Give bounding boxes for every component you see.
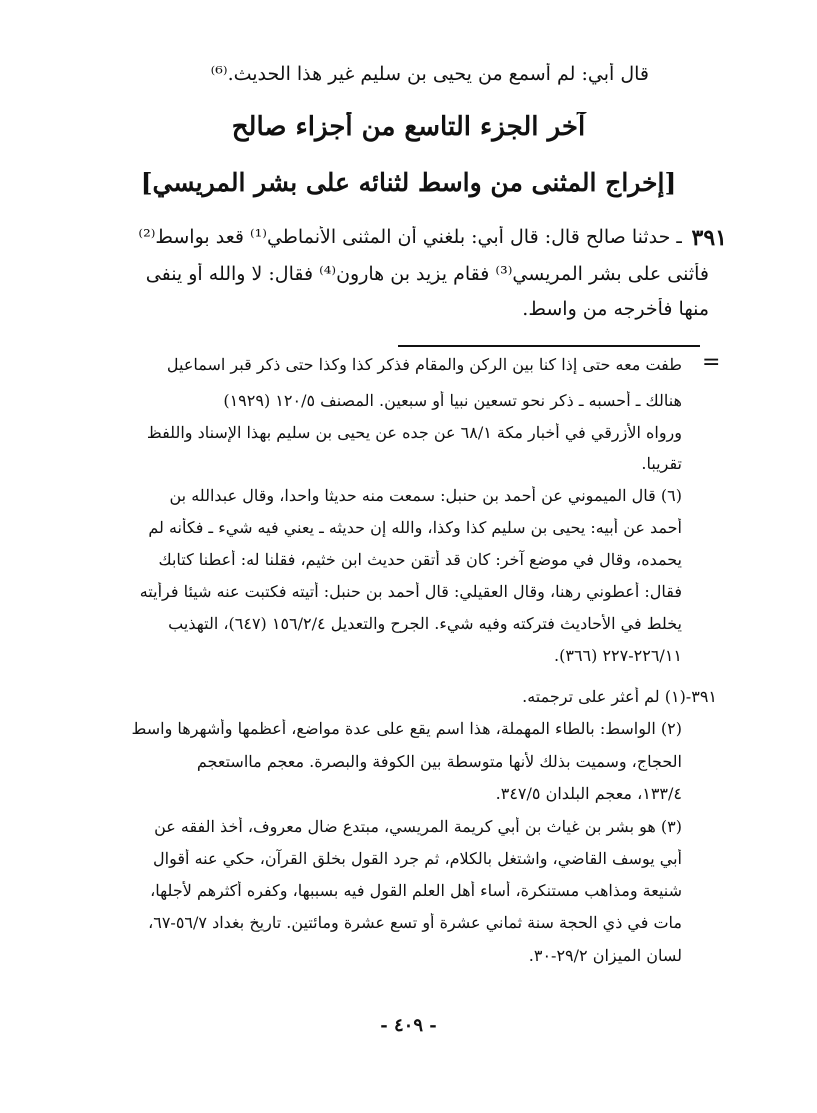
section-heading: آخر الجزء التاسع من أجزاء صالح [231, 112, 586, 142]
page-number: - ٤٠٩ - [380, 1015, 437, 1036]
continuation-marker: = [702, 350, 721, 375]
hadith-text-line: فأثنى على بشر المريسي⁽³⁾ فقام يزيد بن هارون⁽⁴⁾ فقال: لا والله أو ينفى [145, 263, 709, 285]
footnote-line: (٢) الواسط: بالطاء المهملة، هذا اسم يقع على عدة مواضع، أعظمها وأشهرها واسط [131, 719, 682, 738]
footnote-line: هنالك ـ أحسبه ـ ذكر نحو تسعين نبيا أو سبعين. المصنف ١٢٠/٥ (١٩٢٩) [223, 391, 682, 410]
footnote-line: فقال: أعطوني رهنا، وقال العقيلي: قال أحمد بن حنبل: أتيته فكتبت عنه شيئا فرأيته [139, 582, 682, 601]
footnote-line: شنيعة ومذاهب مستنكرة، أساء أهل العلم القول فيه بسببها، وكفره أكثرهم لأجلها، [150, 881, 682, 900]
footnote-line: يحمده، وقال في موضع آخر: كان قد أتقن حديث ابن خثيم، فقلنا له: أعطنا كتابك [158, 550, 682, 569]
footnote-line: لسان الميزان ٢٩/٢-٣٠. [528, 946, 682, 965]
footnote-line: ٢٢٦/١١-٢٢٧ (٣٦٦). [554, 646, 682, 665]
hadith-number: ٣٩١ [691, 225, 727, 251]
footnote-line: ٣٩١-(١) لم أعثر على ترجمته. [522, 687, 717, 706]
footnote-line: الحجاج، وسميت بذلك لأنها متوسطة بين الكوفة والبصرة. معجم مااستعجم [196, 752, 682, 771]
footnote-line: (٦) قال الميموني عن أحمد بن حنبل: سمعت منه حديثا واحدا، وقال عبدالله بن [169, 486, 682, 505]
hadith-text-line: منها فأخرجه من واسط. [522, 298, 709, 320]
footnote-line: طفت معه حتى إذا كنا بين الركن والمقام فذكر كذا وكذا حتى ذكر قبر اسماعيل [166, 355, 682, 374]
footnote-line: تقريبا. [641, 454, 682, 473]
footnote-line: مات في ذي الحجة سنة ثماني عشرة أو تسع عشرة ومائتين. تاريخ بغداد ٥٦/٧-٦٧، [148, 913, 682, 932]
footnote-line: يخلط في الأحاديث فتركته وفيه شيء. الجرح والتعديل ١٥٦/٢/٤ (٦٤٧)، التهذيب [168, 614, 682, 633]
footnote-line: أحمد عن أبيه: يحيى بن سليم كذا وكذا، والله إن حديثه ـ يعني فيه شيء ـ فكأنه لم [148, 518, 682, 537]
section-subheading: [إخراج المثنى من واسط لثنائه على بشر المريسي] [140, 168, 677, 197]
footnote-line: (٣) هو بشر بن غياث بن أبي كريمة المريسي، مبتدع ضال معروف، أخذ الفقه عن [154, 817, 682, 836]
footnote-line: ورواه الأزرقي في أخبار مكة ٦٨/١ عن جده عن يحيى بن سليم بهذا الإسناد واللفظ [146, 423, 682, 442]
footnote-separator [398, 345, 700, 347]
opening-text-line: قال أبي: لم أسمع من يحيى بن سليم غير هذا الحديث.⁽⁶⁾ [210, 63, 649, 85]
footnote-line: ١٣٣/٤، معجم البلدان ٣٤٧/٥. [495, 784, 682, 803]
hadith-text-line: ـ حدثنا صالح قال: قال أبي: بلغني أن المثنى الأنماطي⁽¹⁾ قعد بواسط⁽²⁾ [138, 226, 682, 248]
footnote-line: أبي يوسف القاضي، واشتغل بالكلام، ثم جرد القول بخلق القرآن، حكي عنه أقوال [153, 849, 682, 868]
